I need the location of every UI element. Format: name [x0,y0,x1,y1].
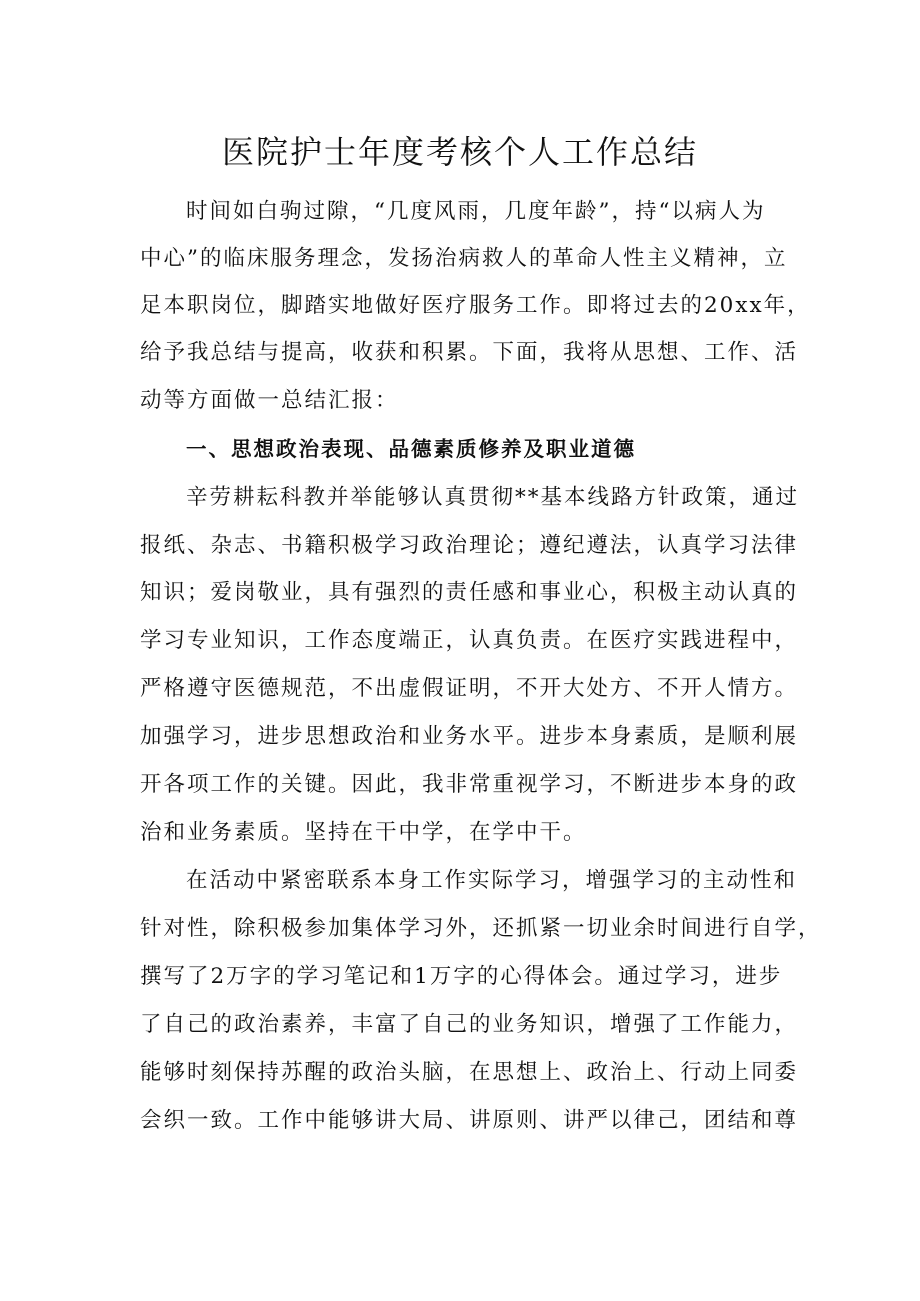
paragraph-line: 中心”的临床服务理念，发扬治病救人的革命人性主义精神，立 [140,246,788,271]
paragraph-line: 治和业务素质。坚持在干中学，在学中干。 [140,820,587,845]
paragraph-line: 报纸、杂志、书籍积极学习政治理论；遵纪遵法，认真学习法律 [140,533,799,558]
paragraph-line: 撰写了2万字的学习笔记和1万字的心得体会。通过学习，进步 [140,964,783,989]
paragraph-line: 开各项工作的关键。因此，我非常重视学习，不断进步本身的政 [140,772,799,797]
paragraph-line: 足本职岗位，脚踏实地做好医疗服务工作。即将过去的20xx年， [140,293,811,318]
paragraph-line: 严格遵守医德规范，不出虚假证明，不开大处方、不开人情方。 [140,676,799,701]
paragraph-line: 了自己的政治素养，丰富了自己的业务知识，增强了工作能力， [140,1012,799,1037]
paragraph-line: 会织一致。工作中能够讲大局、讲原则、讲严以律己，团结和尊 [140,1108,799,1133]
document-title: 医院护士年度考核个人工作总结 [221,133,698,171]
paragraph-line: 加强学习，进步思想政治和业务水平。进步本身素质，是顺利展 [140,724,799,749]
section-heading: 一、思想政治表现、品德素质修养及职业道德 [186,437,636,461]
paragraph-line: 时间如白驹过隙，“几度风雨，几度年龄”，持“以病人为 [186,199,766,224]
paragraph-line: 学习专业知识，工作态度端正，认真负责。在医疗实践进程中， [140,628,799,653]
paragraph-line: 给予我总结与提高，收获和积累。下面，我将从思想、工作、活 [140,340,799,365]
paragraph-line: 能够时刻保持苏醒的政治头脑，在思想上、政治上、行动上同委 [140,1060,799,1085]
paragraph-line: 针对性，除积极参加集体学习外，还抓紧一切业余时间进行自学， [140,916,822,941]
paragraph-line: 辛劳耕耘科教并举能够认真贯彻**基本线路方针政策，通过 [186,485,800,510]
paragraph-line: 动等方面做一总结汇报： [140,388,399,413]
paragraph-line: 知识；爱岗敬业，具有强烈的责任感和事业心，积极主动认真的 [140,580,799,605]
paragraph-line: 在活动中紧密联系本身工作实际学习，增强学习的主动性和 [186,868,798,893]
